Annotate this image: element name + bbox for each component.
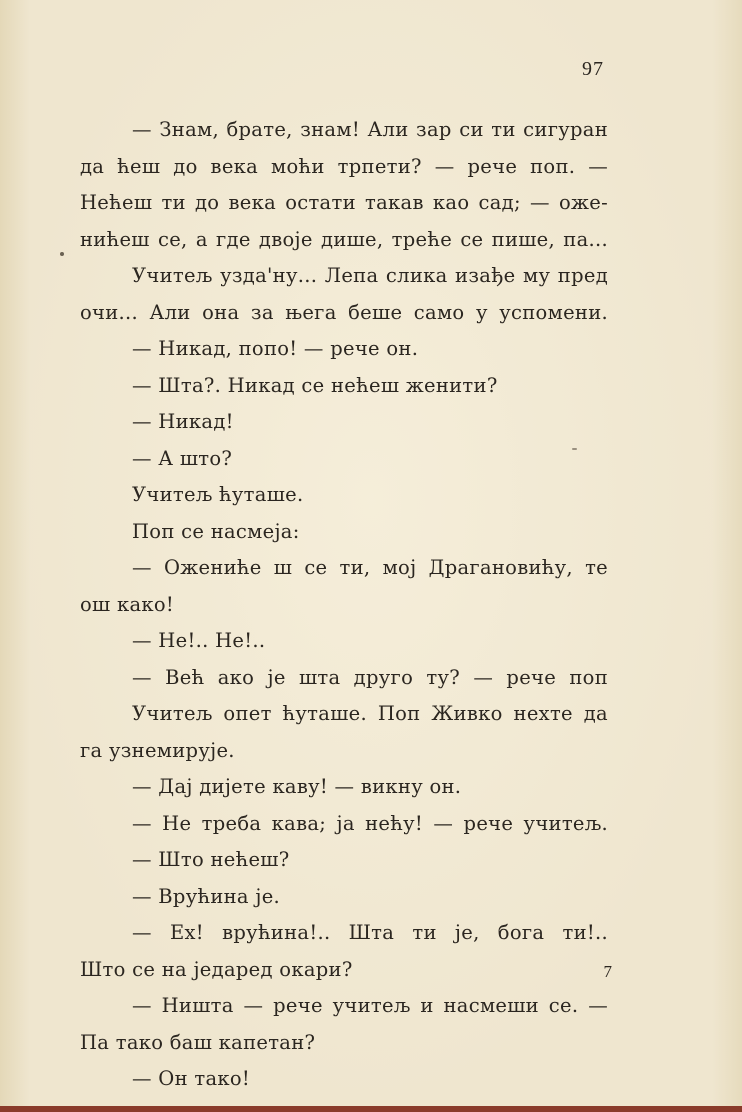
text-line: Па тако баш капетан? — [80, 1030, 316, 1054]
text-line: — Што нећеш? — [132, 848, 290, 871]
text-line: Што се на једаред окари? — [80, 957, 353, 981]
text-line: — Он тако! — [132, 1067, 251, 1090]
text-line: га узнемирује. — [80, 738, 235, 762]
ink-speck — [572, 448, 577, 450]
text-line: — Већ ако је шта друго ту? — рече поп — [132, 665, 608, 689]
text-line: — Ожениће ш се ти, мој Драгановићу, те — [132, 556, 608, 579]
text-line: — А што? — [132, 446, 233, 470]
text-line: да ћеш до века моћи трпети? — рече поп. — — [80, 154, 608, 178]
text-line: — Никад! — [132, 410, 234, 433]
text-line: Учитељ узда'ну... Лепа слика изађе му пред — [132, 264, 608, 287]
page-number: 97 — [582, 58, 604, 80]
page-bottom-edge — [0, 1106, 742, 1112]
ink-speck — [60, 252, 64, 256]
text-line: Поп се насмеја: — [132, 519, 300, 543]
text-line: — Знам, брате, знам! Али зар си ти сигуран — [132, 118, 608, 141]
text-line: — Не!.. Не!.. — [132, 629, 266, 652]
text-line: нићеш се, а где двоје дише, треће се пише, па... — [80, 227, 608, 251]
text-line: — Ништа — рече учитељ и насмеши се. — — [132, 994, 608, 1017]
text-line: — Никад, попо! — рече он. — [132, 337, 419, 360]
text-line: — Ех! врућина!.. Шта ти је, бога ти!.. — [132, 921, 608, 944]
page-text — [80, 112, 608, 1098]
text-line: ош како! — [80, 592, 175, 616]
text-line: — Шта?. Никад се нећеш женити? — [132, 373, 498, 397]
text-line: Учитељ ћуташе. — [132, 483, 304, 506]
text-line: — Врућина је. — [132, 884, 281, 908]
text-line: Учитељ опет ћуташе. Поп Живко нехте да — [132, 702, 608, 725]
text-line: — Не треба кава; ја нећу! — рече учитељ. — [132, 811, 608, 835]
signature-mark: 7 — [603, 962, 612, 981]
text-line: Нећеш ти до века остати такав као сад; — оже- — [80, 191, 608, 214]
text-line: очи... Али она за њега беше само у успомени. — [80, 300, 608, 324]
text-line: — Дај дијете каву! — викну он. — [132, 775, 462, 798]
